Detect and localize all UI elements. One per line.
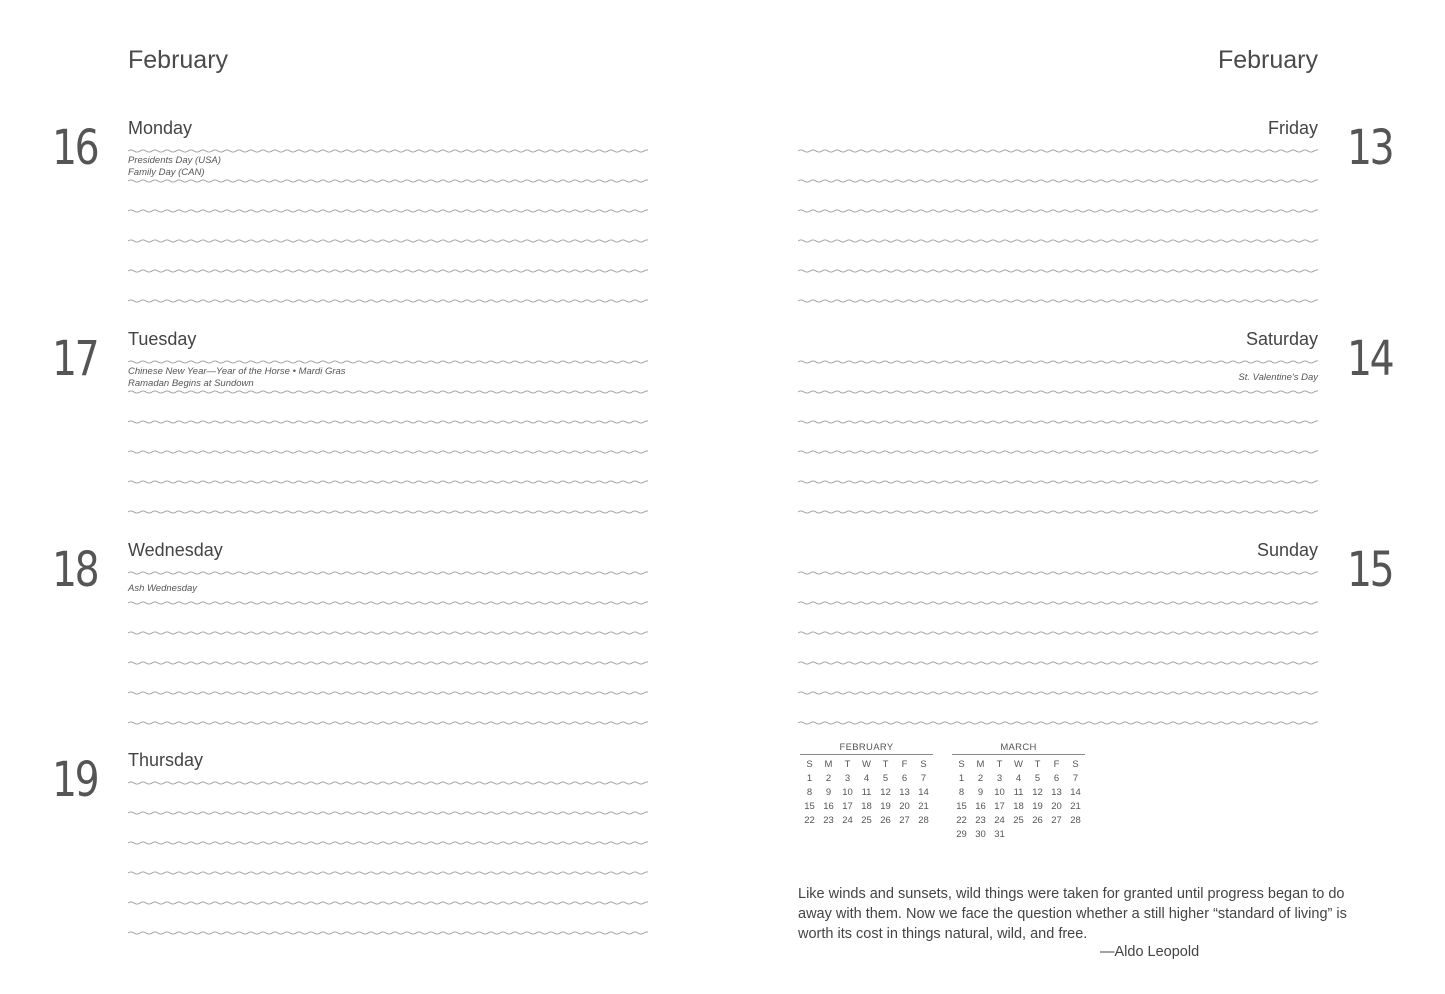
date-cell: 22 bbox=[956, 814, 967, 826]
date-cell: 2 bbox=[825, 772, 832, 784]
weekday-label: W bbox=[1014, 758, 1023, 770]
date-cell: 17 bbox=[994, 800, 1005, 812]
date-cell: 26 bbox=[1032, 814, 1043, 826]
weekday-header bbox=[800, 757, 933, 771]
writing-line bbox=[128, 600, 648, 606]
note: Presidents Day (USA) bbox=[128, 155, 221, 166]
writing-line bbox=[128, 630, 648, 636]
date-cell: 22 bbox=[804, 814, 815, 826]
date-cell bbox=[1009, 827, 1028, 841]
month-title-right: February bbox=[1217, 46, 1318, 74]
writing-line bbox=[798, 148, 1318, 154]
date-cell: 16 bbox=[975, 800, 986, 812]
day-block-wednesday bbox=[0, 540, 722, 740]
left-page bbox=[0, 0, 722, 994]
week-row bbox=[952, 827, 1085, 841]
weekday-label: T bbox=[1034, 758, 1041, 770]
date-cell: 19 bbox=[1032, 800, 1043, 812]
note: St. Valentine's Day bbox=[1238, 372, 1318, 383]
weekday-label: T bbox=[882, 758, 889, 770]
writing-line bbox=[128, 449, 648, 455]
week-row bbox=[952, 799, 1085, 813]
date-cell: 27 bbox=[899, 814, 910, 826]
date-cell: 15 bbox=[804, 800, 815, 812]
writing-line bbox=[798, 479, 1318, 485]
writing-lines[interactable] bbox=[128, 355, 648, 515]
writing-line bbox=[128, 238, 648, 244]
date-cell: 10 bbox=[994, 786, 1005, 798]
day-number: 16 bbox=[52, 120, 98, 176]
week-row bbox=[952, 785, 1085, 799]
writing-line bbox=[798, 298, 1318, 304]
date-cell: 12 bbox=[880, 786, 891, 798]
week-row bbox=[800, 785, 933, 799]
writing-line bbox=[128, 780, 648, 786]
writing-lines[interactable] bbox=[798, 144, 1318, 304]
writing-line bbox=[798, 238, 1318, 244]
writing-line bbox=[798, 359, 1318, 365]
date-cell: 23 bbox=[823, 814, 834, 826]
day-number: 13 bbox=[1347, 120, 1393, 176]
weekday-label: M bbox=[976, 758, 985, 770]
date-cell: 20 bbox=[1051, 800, 1062, 812]
writing-line bbox=[128, 268, 648, 274]
date-cell bbox=[1066, 827, 1085, 841]
note: Ramadan Begins at Sundown bbox=[128, 378, 254, 389]
date-cell: 6 bbox=[901, 772, 908, 784]
date-cell: 29 bbox=[956, 828, 967, 840]
weekday-label: S bbox=[806, 758, 813, 770]
day-block-sunday bbox=[722, 540, 1445, 740]
writing-line bbox=[128, 660, 648, 666]
writing-line bbox=[798, 268, 1318, 274]
day-name: Sunday bbox=[1256, 540, 1318, 560]
writing-line bbox=[798, 660, 1318, 666]
date-cell: 17 bbox=[842, 800, 853, 812]
date-cell: 25 bbox=[1013, 814, 1024, 826]
writing-line bbox=[798, 600, 1318, 606]
date-cell: 3 bbox=[844, 772, 851, 784]
mini-calendar-grid bbox=[800, 757, 933, 827]
day-number: 14 bbox=[1347, 331, 1393, 387]
day-block-friday bbox=[722, 118, 1445, 318]
writing-line bbox=[798, 208, 1318, 214]
date-cell: 21 bbox=[1070, 800, 1081, 812]
date-cell: 5 bbox=[882, 772, 889, 784]
writing-lines[interactable] bbox=[128, 566, 648, 726]
month-title-left: February bbox=[128, 46, 229, 74]
weekday-label: M bbox=[824, 758, 833, 770]
date-cell: 8 bbox=[958, 786, 965, 798]
writing-line bbox=[128, 509, 648, 515]
note: Family Day (CAN) bbox=[128, 167, 205, 178]
weekday-label: F bbox=[1053, 758, 1060, 770]
weekday-label: S bbox=[1072, 758, 1079, 770]
date-cell bbox=[1047, 827, 1066, 841]
date-cell: 23 bbox=[975, 814, 986, 826]
writing-line bbox=[128, 479, 648, 485]
right-page bbox=[722, 0, 1445, 994]
date-cell: 25 bbox=[861, 814, 872, 826]
weekday-label: F bbox=[901, 758, 908, 770]
day-name: Friday bbox=[1267, 118, 1318, 138]
date-cell: 14 bbox=[918, 786, 929, 798]
date-cell: 26 bbox=[880, 814, 891, 826]
date-cell: 24 bbox=[842, 814, 853, 826]
date-cell: 4 bbox=[863, 772, 870, 784]
day-name: Thursday bbox=[128, 750, 204, 770]
day-name: Saturday bbox=[1245, 329, 1318, 349]
date-cell: 10 bbox=[842, 786, 853, 798]
date-cell: 4 bbox=[1015, 772, 1022, 784]
week-row bbox=[952, 771, 1085, 785]
date-cell: 11 bbox=[1013, 786, 1024, 798]
day-name: Wednesday bbox=[128, 540, 223, 560]
quote-text: Like winds and sunsets, wild things were taken for granted until progress began to do away with them. Now we face the question whether a still higher “standard of living” is worth its cost in things natural, wild, and free. bbox=[798, 886, 1347, 942]
day-name: Monday bbox=[128, 118, 193, 138]
note: Chinese New Year—Year of the Horse • Mardi Gras bbox=[128, 366, 346, 377]
writing-line bbox=[128, 570, 648, 576]
mini-calendar-title: MARCH bbox=[952, 742, 1085, 755]
date-cell: 21 bbox=[918, 800, 929, 812]
date-cell: 6 bbox=[1053, 772, 1060, 784]
writing-line bbox=[128, 148, 648, 154]
weekday-label: S bbox=[920, 758, 927, 770]
writing-line bbox=[798, 720, 1318, 726]
writing-line bbox=[128, 359, 648, 365]
date-cell: 18 bbox=[861, 800, 872, 812]
quote-author: —Aldo Leopold bbox=[1100, 944, 1200, 960]
date-cell: 9 bbox=[825, 786, 832, 798]
date-cell: 11 bbox=[861, 786, 872, 798]
writing-lines[interactable] bbox=[798, 355, 1318, 515]
day-number: 19 bbox=[52, 752, 98, 808]
writing-line bbox=[128, 178, 648, 184]
day-number: 18 bbox=[52, 542, 98, 598]
day-name: Tuesday bbox=[128, 329, 197, 349]
day-block-tuesday bbox=[0, 329, 722, 529]
writing-line bbox=[798, 570, 1318, 576]
weekday-label: S bbox=[958, 758, 965, 770]
date-cell: 20 bbox=[899, 800, 910, 812]
writing-line bbox=[798, 630, 1318, 636]
date-cell: 27 bbox=[1051, 814, 1062, 826]
date-cell: 9 bbox=[977, 786, 984, 798]
week-row bbox=[800, 799, 933, 813]
day-block-monday bbox=[0, 118, 722, 318]
date-cell: 30 bbox=[975, 828, 986, 840]
writing-lines[interactable] bbox=[128, 776, 648, 936]
day-number: 15 bbox=[1347, 542, 1393, 598]
date-cell: 7 bbox=[1072, 772, 1079, 784]
writing-line bbox=[128, 810, 648, 816]
writing-line bbox=[128, 690, 648, 696]
date-cell: 28 bbox=[1070, 814, 1081, 826]
date-cell: 1 bbox=[958, 772, 965, 784]
date-cell: 7 bbox=[920, 772, 927, 784]
writing-lines[interactable] bbox=[798, 566, 1318, 726]
day-number: 17 bbox=[52, 331, 98, 387]
writing-line bbox=[128, 900, 648, 906]
date-cell: 31 bbox=[994, 828, 1005, 840]
date-cell: 28 bbox=[918, 814, 929, 826]
date-cell: 24 bbox=[994, 814, 1005, 826]
writing-line bbox=[798, 178, 1318, 184]
mini-calendar-march bbox=[952, 742, 1085, 841]
mini-calendar-title: FEBRUARY bbox=[800, 742, 933, 755]
writing-line bbox=[798, 509, 1318, 515]
writing-line bbox=[798, 449, 1318, 455]
date-cell: 2 bbox=[977, 772, 984, 784]
writing-line bbox=[128, 870, 648, 876]
writing-line bbox=[128, 208, 648, 214]
writing-line bbox=[128, 389, 648, 395]
date-cell: 19 bbox=[880, 800, 891, 812]
writing-line bbox=[798, 419, 1318, 425]
writing-line bbox=[798, 389, 1318, 395]
writing-line bbox=[798, 690, 1318, 696]
date-cell: 18 bbox=[1013, 800, 1024, 812]
mini-calendar-grid bbox=[952, 757, 1085, 841]
date-cell: 12 bbox=[1032, 786, 1043, 798]
weekday-label: T bbox=[844, 758, 851, 770]
writing-lines[interactable] bbox=[128, 144, 648, 304]
writing-line bbox=[128, 930, 648, 936]
writing-line bbox=[128, 840, 648, 846]
mini-calendar-february bbox=[800, 742, 933, 827]
date-cell: 15 bbox=[956, 800, 967, 812]
date-cell: 13 bbox=[1051, 786, 1062, 798]
day-block-saturday bbox=[722, 329, 1445, 529]
weekday-header bbox=[952, 757, 1085, 771]
note: Ash Wednesday bbox=[128, 583, 198, 594]
date-cell: 1 bbox=[806, 772, 813, 784]
writing-line bbox=[128, 298, 648, 304]
writing-line bbox=[128, 419, 648, 425]
date-cell: 5 bbox=[1034, 772, 1041, 784]
date-cell: 3 bbox=[996, 772, 1003, 784]
date-cell: 16 bbox=[823, 800, 834, 812]
week-row bbox=[800, 813, 933, 827]
writing-line bbox=[128, 720, 648, 726]
date-cell: 14 bbox=[1070, 786, 1081, 798]
date-cell bbox=[1028, 827, 1047, 841]
date-cell: 13 bbox=[899, 786, 910, 798]
weekday-label: W bbox=[862, 758, 871, 770]
date-cell: 8 bbox=[806, 786, 813, 798]
week-row bbox=[800, 771, 933, 785]
day-block-thursday bbox=[0, 750, 722, 950]
week-row bbox=[952, 813, 1085, 827]
weekday-label: T bbox=[996, 758, 1003, 770]
